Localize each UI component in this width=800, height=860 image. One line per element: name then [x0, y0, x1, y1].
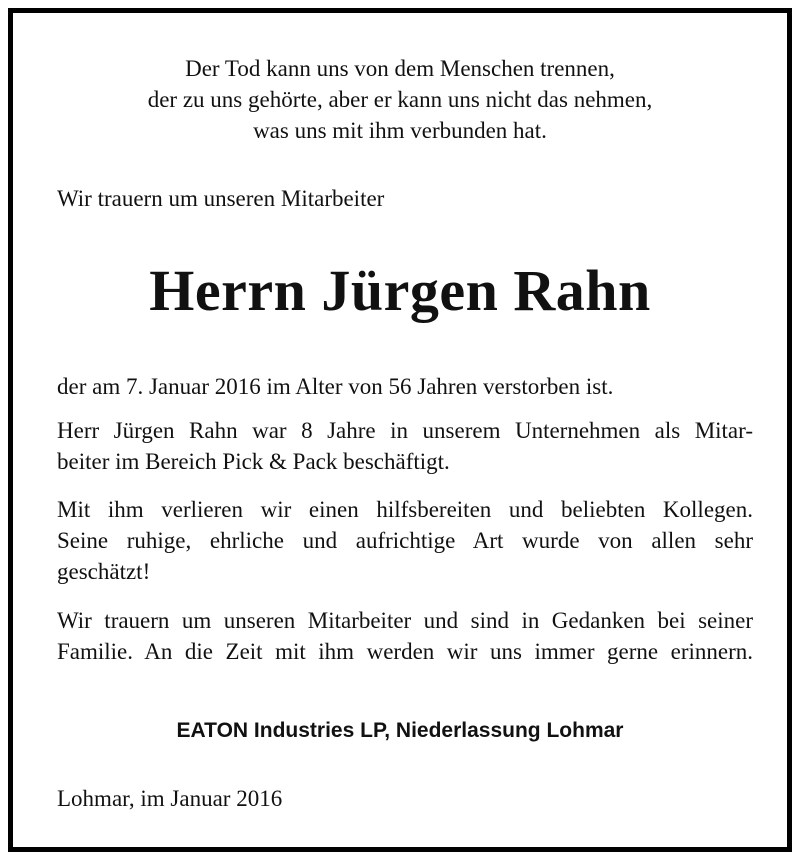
- death-date-text: der am 7. Januar 2016 im Alter von 56 Jahren verstorben ist.: [57, 374, 614, 399]
- motto-line: Der Tod kann uns von dem Menschen trennen,: [185, 56, 615, 81]
- obituary-notice: [8, 8, 792, 852]
- paragraph-line: Seine ruhige, ehrliche und aufrichtige Art wurde von allen sehr: [57, 528, 753, 553]
- tribute-paragraph: [57, 494, 753, 587]
- closing-paragraph: [57, 605, 753, 667]
- motto-quote: [13, 53, 787, 146]
- motto-line: der zu uns gehörte, aber er kann uns nicht das nehmen,: [147, 87, 653, 112]
- paragraph-line: geschätzt!: [57, 559, 151, 584]
- place-and-date: Lohmar, im Januar 2016: [57, 786, 283, 811]
- deceased-name: Herrn Jürgen Rahn: [149, 258, 651, 323]
- employment-paragraph: [57, 415, 753, 477]
- company-signature: EATON Industries LP, Niederlassung Lohmar: [176, 719, 624, 742]
- paragraph-line: Wir trauern um unseren Mitarbeiter und sind in Gedanken bei seiner: [57, 608, 753, 633]
- death-date-line: [57, 371, 753, 402]
- paragraph-line: Mit ihm verlieren wir einen hilfsbereiten und beliebten Kollegen.: [57, 497, 753, 522]
- paragraph-line: beiter im Bereich Pick & Pack beschäftigt.: [57, 449, 450, 474]
- motto-line: was uns mit ihm verbunden hat.: [253, 118, 547, 143]
- intro-text: Wir trauern um unseren Mitarbeiter: [57, 186, 385, 211]
- paragraph-line: Familie. An die Zeit mit ihm werden wir uns immer gerne erinnern.: [57, 639, 753, 664]
- paragraph-line: Herr Jürgen Rahn war 8 Jahre in unserem Unternehmen als Mitar-: [57, 418, 753, 443]
